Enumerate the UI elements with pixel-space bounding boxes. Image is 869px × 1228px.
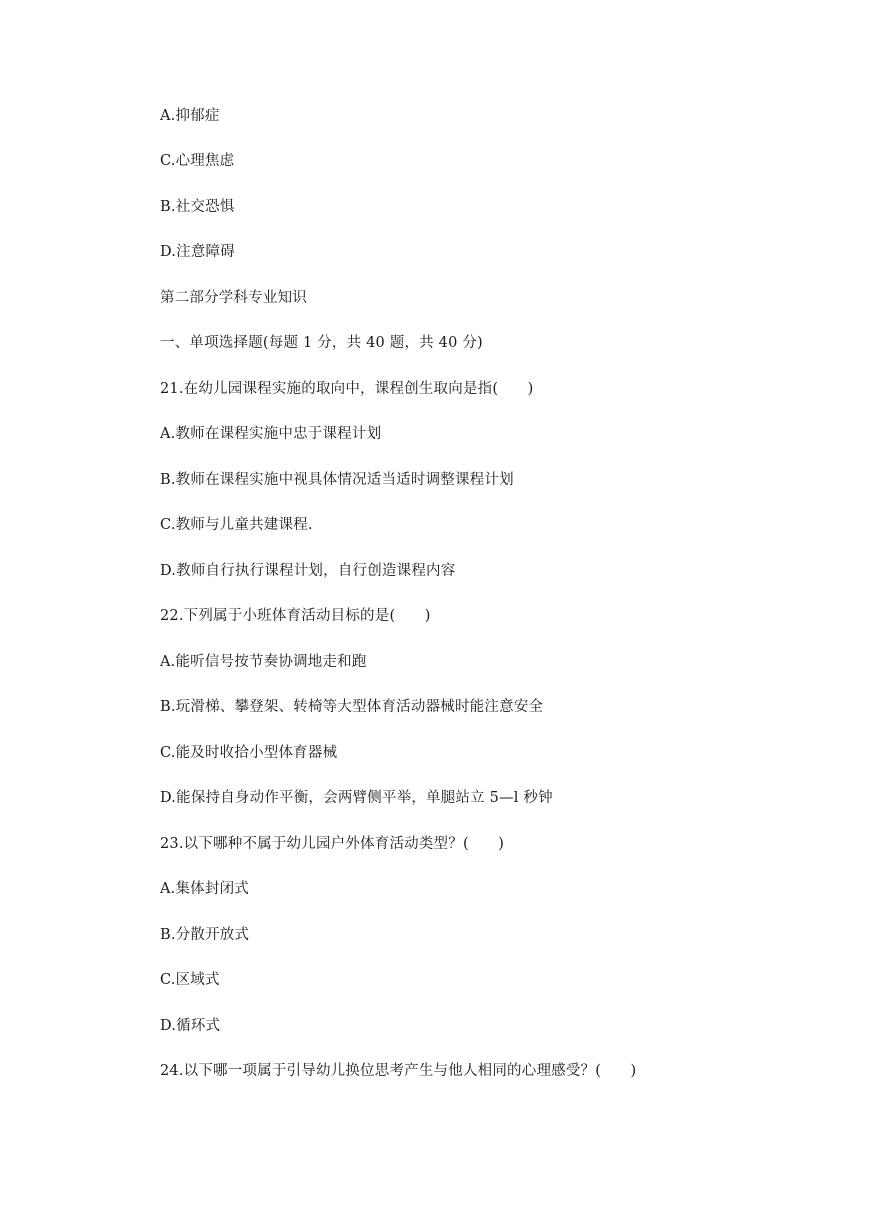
question-21-option-c: C.教师与儿童共建课程.	[160, 517, 313, 533]
part-title: 第二部分学科专业知识	[160, 290, 307, 306]
question-22-stem: 22.下列属于小班体育活动目标的是( )	[160, 608, 431, 624]
prev-option-c: C.心理焦虑	[160, 153, 235, 169]
prev-option-d: D.注意障碍	[160, 244, 235, 260]
question-23-option-a: A.集体封闭式	[160, 881, 249, 897]
question-23-stem: 23.以下哪种不属于幼儿园户外体育活动类型？( )	[160, 836, 505, 852]
question-21-option-b: B.教师在课程实施中视具体情况适当适时调整课程计划	[160, 472, 514, 488]
question-21-option-d: D.教师自行执行课程计划，自行创造课程内容	[160, 563, 456, 579]
question-22-option-d: D.能保持自身动作平衡，会两臂侧平举，单腿站立 5—l 秒钟	[160, 790, 553, 806]
question-22-option-c: C.能及时收拾小型体育器械	[160, 745, 338, 761]
question-21-stem: 21.在幼儿园课程实施的取向中，课程创生取向是指( )	[160, 381, 534, 397]
question-23-option-b: B.分散开放式	[160, 927, 250, 943]
question-24-stem: 24.以下哪一项属于引导幼儿换位思考产生与他人相同的心理感受？( )	[160, 1063, 637, 1079]
prev-option-a: A.抑郁症	[160, 108, 220, 124]
question-23-option-c: C.区域式	[160, 972, 220, 988]
question-22-option-a: A.能听信号按节奏协调地走和跑	[160, 654, 367, 670]
question-22-option-b: B.玩滑梯、攀登架、转椅等大型体育活动器械时能注意安全	[160, 699, 544, 715]
question-23-option-d: D.循环式	[160, 1018, 221, 1034]
question-21-option-a: A.教师在课程实施中忠于课程计划	[160, 426, 382, 442]
section-title: 一、单项选择题(每题 1 分，共 40 题，共 40 分)	[160, 335, 483, 351]
prev-option-b: B.社交恐惧	[160, 199, 235, 215]
